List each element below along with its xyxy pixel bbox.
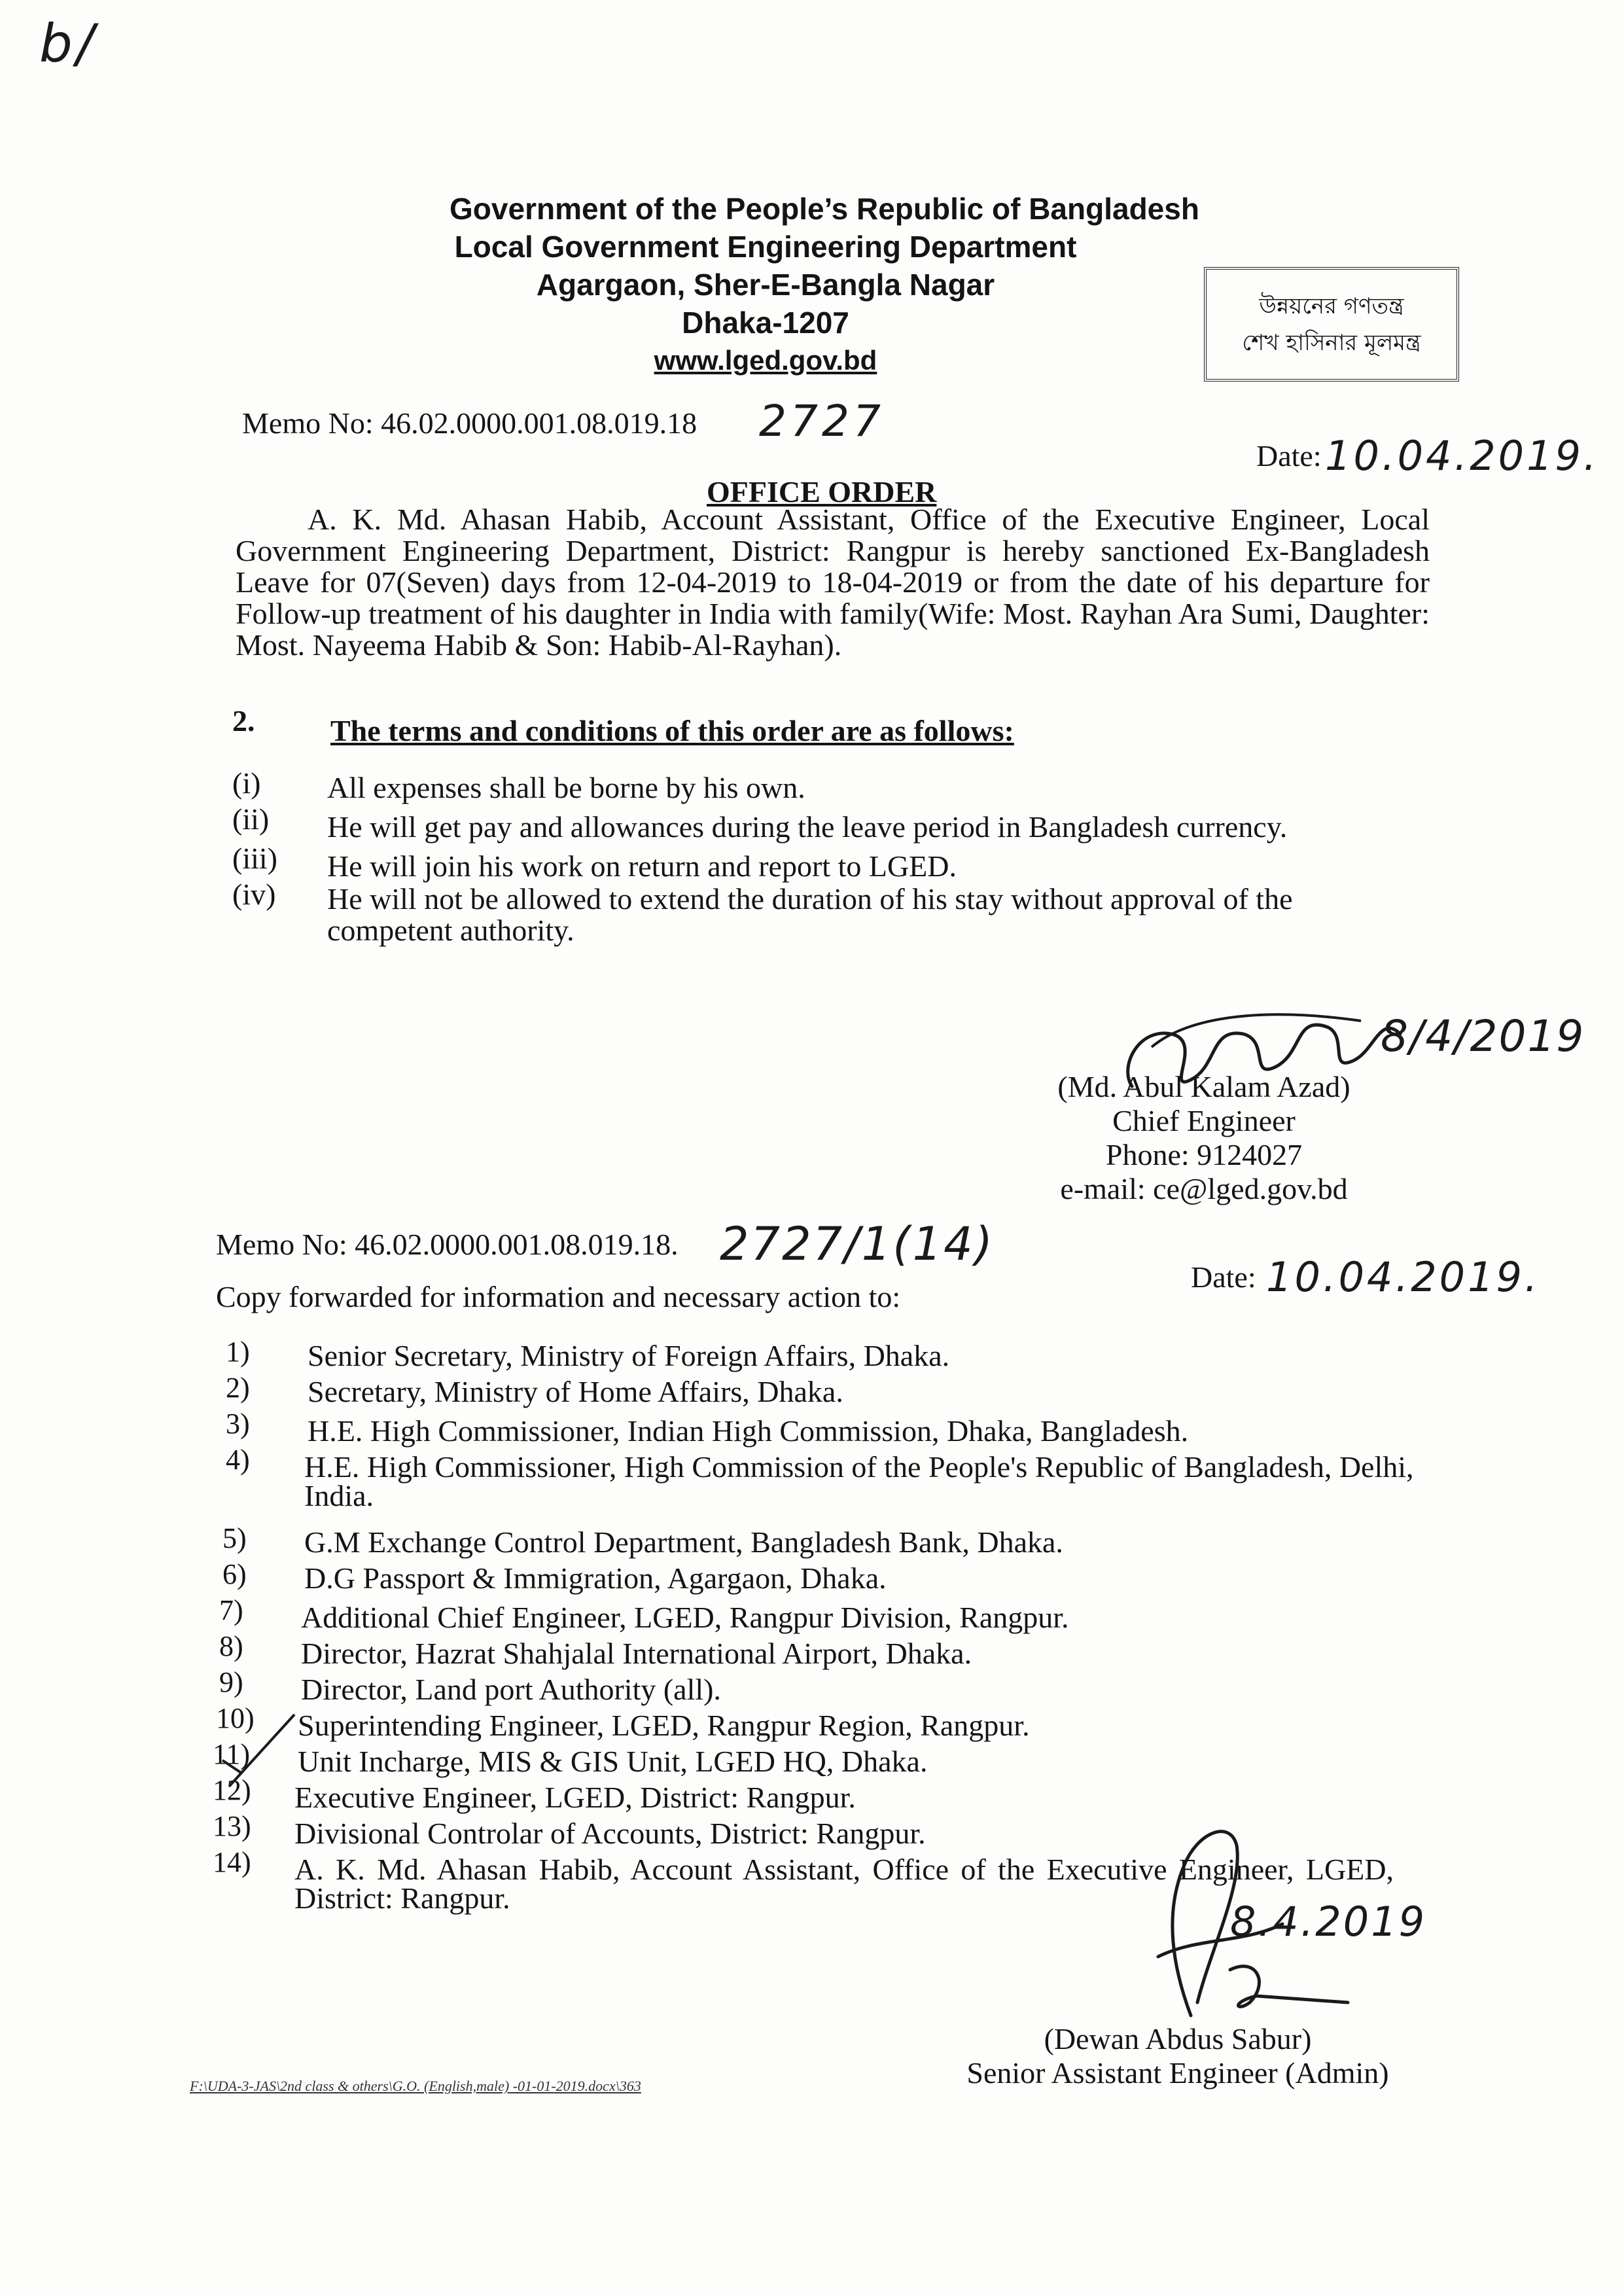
recipient-4-text: H.E. High Commissioner, High Commission of the People's Republic of Bangladesh, Delhi, India. bbox=[304, 1450, 1414, 1512]
recipient-8-number: 8) bbox=[219, 1630, 243, 1662]
recipient-7-number: 7) bbox=[219, 1594, 243, 1626]
recipient-7-text: Additional Chief Engineer, LGED, Rangpur Division, Rangpur. bbox=[301, 1601, 1069, 1634]
recipient-11-text: Unit Incharge, MIS & GIS Unit, LGED HQ, Dhaka. bbox=[298, 1745, 928, 1778]
margin-note: b/ bbox=[39, 13, 98, 74]
recipient-3-text: H.E. High Commissioner, Indian High Commission, Dhaka, Bangladesh. bbox=[308, 1414, 1189, 1448]
slogan-line-2: শেখ হাসিনার মূলমন্ত্র bbox=[1242, 330, 1421, 356]
letterhead bbox=[366, 190, 1282, 380]
copy-intro: Copy forwarded for information and necessary action to: bbox=[216, 1280, 901, 1313]
recipient-6-number: 6) bbox=[222, 1558, 247, 1590]
signatory-2-block bbox=[923, 2022, 1433, 2090]
recipient-14-text: A. K. Md. Ahasan Habib, Account Assistant, Office of the Executive Engineer, LGED, District: Rangpur. bbox=[294, 1853, 1394, 1915]
memo-2-number: 2727/1(14) bbox=[720, 1217, 995, 1271]
recipient-6-text: D.G Passport & Immigration, Agargaon, Dhaka. bbox=[304, 1561, 887, 1595]
signatory-1-block bbox=[1021, 1070, 1387, 1206]
signatory-1-email[interactable]: e-mail: ce@lged.gov.bd bbox=[1060, 1172, 1348, 1205]
memo-1-number: 2727 bbox=[759, 396, 885, 446]
signatory-1-name: (Md. Abul Kalam Azad) bbox=[1057, 1070, 1350, 1103]
file-path-footer: F:\UDA-3-JAS\2nd class & others\G.O. (English,male) -01-01-2019.docx\363 bbox=[190, 2078, 641, 2094]
recipient-9-number: 9) bbox=[219, 1666, 243, 1698]
recipient-13-number: 13) bbox=[213, 1810, 251, 1842]
signatory-1-phone: Phone: 9124027 bbox=[1105, 1138, 1303, 1171]
recipient-13-text: Divisional Controlar of Accounts, District: Rangpur. bbox=[294, 1817, 926, 1850]
signatory-1-designation: Chief Engineer bbox=[1112, 1104, 1296, 1137]
letterhead-department: Local Government Engineering Department bbox=[454, 230, 1077, 264]
slogan-line-1: উন্নয়নের গণতন্ত্র bbox=[1259, 293, 1404, 319]
order-body: A. K. Md. Ahasan Habib, Account Assistant, Office of the Executive Engineer, Local Government Engineering Department, District: Rangpur is hereby sanctioned Ex-Bangladesh Leave for 07(Seven) days from 12-04-2019 to 18-04-2019 or from the date of his departure for Follow-up treatment of his daughter in India with family(Wife: Most. Rayhan Ara Sumi, Daughter: Most. Nayeema Habib & Son: Habib-Al-Rayhan). bbox=[236, 503, 1430, 662]
letterhead-address: Agargaon, Sher-E-Bangla Nagar bbox=[536, 268, 995, 302]
recipient-9-text: Director, Land port Authority (all). bbox=[301, 1673, 721, 1706]
office-order-title: OFFICE ORDER bbox=[707, 475, 937, 508]
recipient-4-number: 4) bbox=[226, 1444, 250, 1476]
memo-2-label: Memo No: 46.02.0000.001.08.019.18. bbox=[216, 1228, 679, 1261]
recipient-11-number: 11) bbox=[213, 1738, 251, 1770]
term-4-number: (iv) bbox=[232, 878, 276, 911]
tick-mark-icon bbox=[216, 1701, 308, 1793]
recipient-1-number: 1) bbox=[226, 1336, 250, 1368]
memo-1-label: Memo No: 46.02.0000.001.08.019.18 bbox=[242, 406, 697, 440]
recipient-2-number: 2) bbox=[226, 1372, 250, 1404]
senior-assistant-engineer-sign-date: 8.4.2019 bbox=[1230, 1898, 1427, 1946]
memo-1-date: 10.04.2019. bbox=[1325, 432, 1599, 480]
recipient-12-text: Executive Engineer, LGED, District: Rangpur. bbox=[294, 1781, 856, 1814]
memo-2-date: 10.04.2019. bbox=[1266, 1253, 1540, 1301]
letterhead-government: Government of the People’s Republic of Bangladesh bbox=[450, 192, 1199, 226]
recipient-3-number: 3) bbox=[226, 1408, 250, 1440]
section-number: 2. bbox=[232, 704, 255, 738]
term-3-number: (iii) bbox=[232, 842, 277, 875]
memo-2-date-label: Date: bbox=[1191, 1260, 1256, 1294]
signatory-2-name: (Dewan Abdus Sabur) bbox=[1044, 2022, 1312, 2055]
recipient-5-number: 5) bbox=[222, 1522, 247, 1554]
term-3-text: He will join his work on return and report to LGED. bbox=[327, 849, 957, 883]
term-1-number: (i) bbox=[232, 766, 261, 800]
recipient-8-text: Director, Hazrat Shahjalal International Airport, Dhaka. bbox=[301, 1637, 972, 1670]
term-4-text: He will not be allowed to extend the duration of his stay without approval of the competent authority. bbox=[327, 882, 1293, 947]
recipient-5-text: G.M Exchange Control Department, Bangladesh Bank, Dhaka. bbox=[304, 1525, 1063, 1559]
recipient-10-text: Superintending Engineer, LGED, Rangpur Region, Rangpur. bbox=[298, 1709, 1030, 1742]
recipient-1-text: Senior Secretary, Ministry of Foreign Affairs, Dhaka. bbox=[308, 1339, 950, 1372]
chief-engineer-sign-date: 8/4/2019 bbox=[1381, 1011, 1585, 1061]
recipient-10-number: 10) bbox=[216, 1702, 255, 1734]
slogan-box bbox=[1204, 267, 1459, 382]
term-1-text: All expenses shall be borne by his own. bbox=[327, 771, 805, 804]
section-title: The terms and conditions of this order are as follows: bbox=[330, 714, 1014, 747]
term-2-text: He will get pay and allowances during the leave period in Bangladesh currency. bbox=[327, 810, 1288, 844]
recipient-14-number: 14) bbox=[213, 1846, 251, 1878]
memo-1-date-label: Date: bbox=[1256, 439, 1322, 472]
term-2-number: (ii) bbox=[232, 802, 270, 836]
signatory-2-designation: Senior Assistant Engineer (Admin) bbox=[966, 2056, 1389, 2090]
letterhead-city: Dhaka-1207 bbox=[682, 306, 849, 340]
letterhead-website[interactable]: www.lged.gov.bd bbox=[654, 345, 877, 376]
recipient-12-number: 12) bbox=[213, 1774, 251, 1806]
recipient-2-text: Secretary, Ministry of Home Affairs, Dhaka. bbox=[308, 1375, 843, 1408]
